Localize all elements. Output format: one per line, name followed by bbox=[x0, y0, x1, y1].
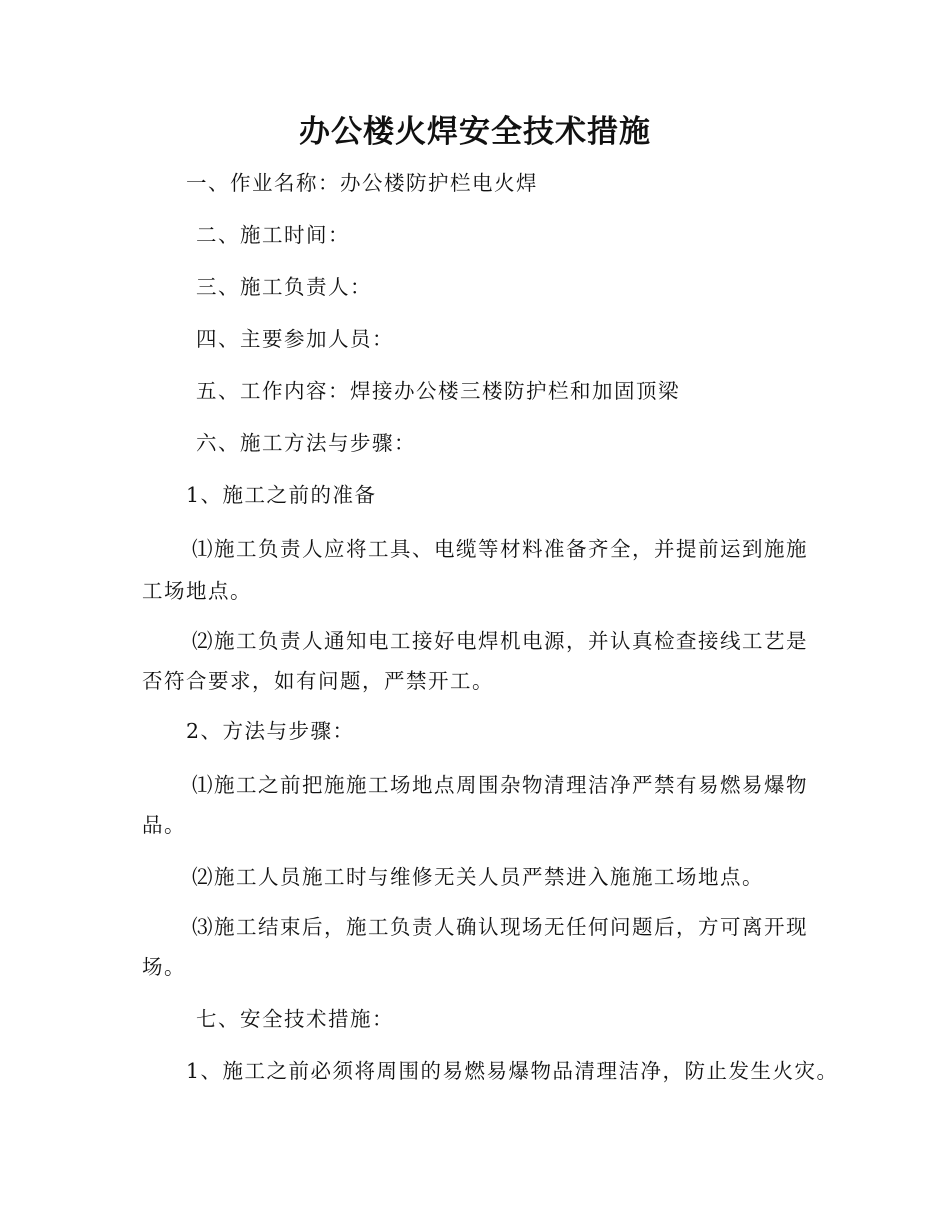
paragraph-prep-1-line-1: ⑴施工负责人应将工具、电缆等材料准备齐全，并提前运到施施 bbox=[192, 537, 808, 561]
paragraph-method-2: ⑵施工人员施工时与维修无关人员严禁进入施施工场地点。 bbox=[192, 865, 764, 889]
paragraph-method-3-line-2: 场。 bbox=[142, 955, 186, 979]
section-main-participants: 四、主要参加人员： bbox=[196, 327, 394, 351]
paragraph-prep-2-line-2: 否符合要求，如有问题，严禁开工。 bbox=[142, 669, 494, 693]
subsection-method: 2、方法与步骤： bbox=[186, 719, 355, 743]
paragraph-prep-2-line-1: ⑵施工负责人通知电工接好电焊机电源，并认真检查接线工艺是 bbox=[192, 629, 808, 653]
section-person-in-charge: 三、施工负责人： bbox=[196, 275, 372, 299]
paragraph-safety-1: 1、施工之前必须将周围的易燃易爆物品清理洁净，防止发生火灾。 bbox=[186, 1059, 839, 1083]
section-safety-measures: 七、安全技术措施： bbox=[196, 1007, 394, 1031]
section-work-name: 一、作业名称：办公楼防护栏电火焊 bbox=[186, 171, 538, 195]
paragraph-method-1-line-1: ⑴施工之前把施施工场地点周围杂物清理洁净严禁有易燃易爆物 bbox=[192, 773, 808, 797]
subsection-preparation: 1、施工之前的准备 bbox=[186, 483, 377, 507]
paragraph-method-3-line-1: ⑶施工结束后，施工负责人确认现场无任何问题后，方可离开现 bbox=[192, 915, 808, 939]
section-method-steps: 六、施工方法与步骤： bbox=[196, 431, 416, 455]
paragraph-method-1-line-2: 品。 bbox=[142, 813, 186, 837]
section-work-content: 五、工作内容：焊接办公楼三楼防护栏和加固顶梁 bbox=[196, 379, 680, 403]
document-title: 办公楼火焊安全技术措施 bbox=[299, 114, 651, 150]
section-construction-time: 二、施工时间： bbox=[196, 223, 350, 247]
paragraph-prep-1-line-2: 工场地点。 bbox=[142, 579, 252, 603]
